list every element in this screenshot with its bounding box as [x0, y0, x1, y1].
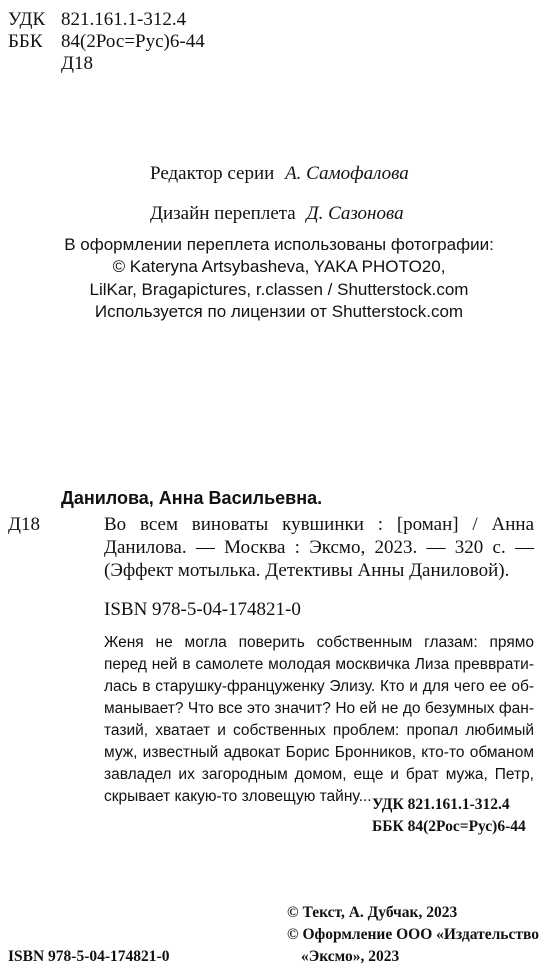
udk-label: УДК	[8, 9, 46, 30]
photo-credit-line: LilKar, Bragapictures, r.classen / Shutterstock.com	[89, 279, 469, 299]
series-editor-line	[150, 162, 409, 185]
photo-credit-line: Используется по лицензии от Shutterstock.com	[94, 301, 464, 321]
photo-credit-line: В оформлении переплета использованы фотографии:	[64, 235, 494, 254]
author-mark: Д18	[8, 514, 40, 535]
copyright-block	[287, 902, 539, 968]
bib-description-line: Данилова. — Москва : Эксмо, 2023. — 320 с. —	[104, 537, 534, 558]
author-mark-top: Д18	[61, 53, 93, 74]
bib-description-line: (Эффект мотылька. Детективы Анны Даниловой).	[104, 560, 510, 581]
bib-description-line: Во всем виноваты кувшинки : [роман] / Анна	[104, 514, 534, 535]
copyright-line: © Оформление ООО «Издательство	[287, 926, 540, 943]
udk-value: 821.161.1-312.4	[61, 9, 187, 30]
annotation	[104, 632, 534, 808]
annotation-line: муж, известный адвокат Борис Бронников, кто-то обманом	[104, 744, 534, 761]
photo-credits	[0, 234, 558, 323]
copyright-line: © Текст, А. Дубчак, 2023	[287, 904, 458, 921]
photo-credit-line: © Kateryna Artsybasheva, YAKA PHOTO20,	[112, 257, 446, 277]
udk-bottom: УДК 821.161.1-312.4	[372, 796, 510, 813]
author-heading: Данилова, Анна Васильевна.	[61, 488, 323, 508]
series-editor-label: Редактор серии	[150, 163, 275, 184]
series-editor-name: А. Самофалова	[285, 163, 409, 184]
copyright-line: «Эксмо», 2023	[301, 948, 400, 965]
annotation-line: перед ней в самолете молодая москвичка Лиза превврати-	[104, 656, 534, 673]
isbn: ISBN 978-5-04-174821-0	[104, 599, 301, 620]
cover-design-label: Дизайн переплета	[150, 203, 296, 224]
annotation-line: завладел их загородным домом, еще и брат мужа, Петр,	[104, 766, 534, 783]
annotation-line: тазий, хватает и собственных проблем: пропал любимый	[104, 722, 534, 739]
annotation-line: Женя не могла поверить собственным глазам: прямо	[104, 634, 534, 651]
bbk-value: 84(2Рос=Рус)6-44	[61, 31, 205, 52]
cover-design-name: Д. Сазонова	[306, 203, 404, 224]
annotation-line: скрывает какую-то зловещую тайну...	[104, 788, 372, 805]
classification-bottom	[372, 794, 526, 838]
annotation-line: манывает? Что все это значит? Но ей не до безумных фан-	[104, 700, 534, 717]
cover-design-line	[150, 202, 404, 225]
bbk-bottom: ББК 84(2Рос=Рус)6-44	[372, 818, 526, 835]
footer-isbn: ISBN 978-5-04-174821-0	[8, 948, 170, 965]
bib-description	[104, 513, 534, 582]
annotation-line: лась в старушку-француженку Элизу. Кто и для чего ее об-	[104, 678, 534, 695]
bbk-label: ББК	[8, 31, 43, 52]
